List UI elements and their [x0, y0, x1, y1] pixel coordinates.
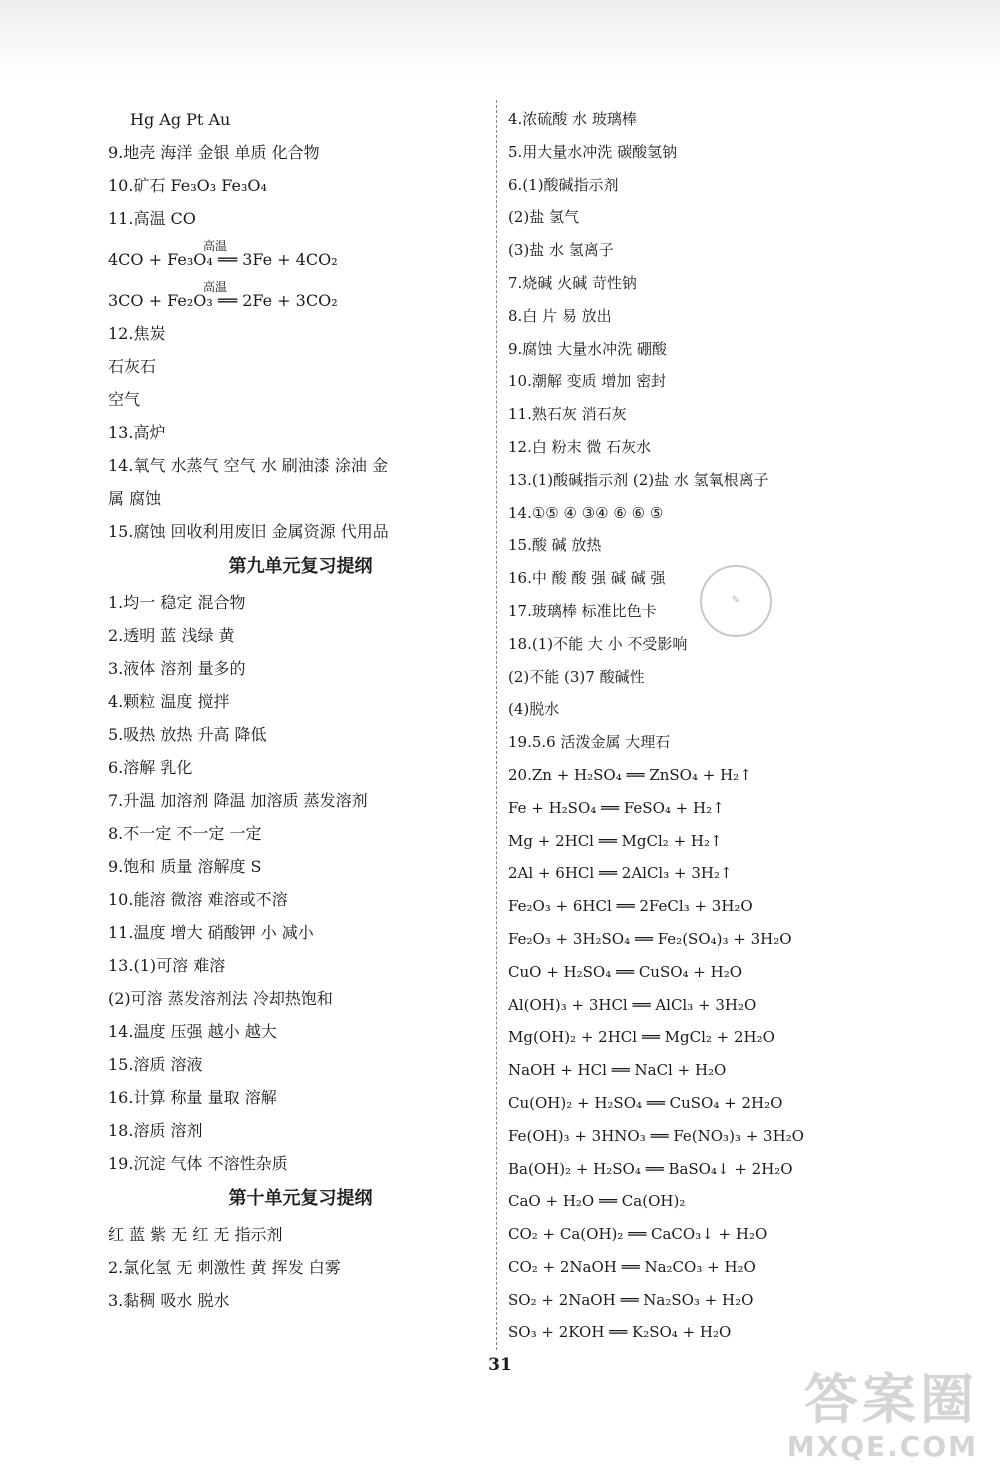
answer-line: 17.玻璃棒 标准比色卡	[508, 601, 657, 620]
answer-line: CuO + H₂SO₄ ══ CuSO₄ + H₂O	[508, 962, 743, 981]
answer-line: 8.白 片 易 放出	[508, 306, 612, 325]
answer-line: (2)不能 (3)7 酸碱性	[508, 667, 645, 686]
answer-line: 12.白 粉末 微 石灰水	[508, 437, 652, 456]
answer-line: Al(OH)₃ + 3HCl ══ AlCl₃ + 3H₂O	[508, 995, 757, 1014]
equation: 3CO + Fe₂O₃ ══ 2Fe + 3CO₂	[108, 291, 338, 310]
answer-line: CO₂ + Ca(OH)₂ ══ CaCO₃↓ + H₂O	[508, 1225, 768, 1244]
answer-line: 4.颗粒 温度 搅拌	[108, 692, 230, 711]
answer-line: CO₂ + 2NaOH ══ Na₂CO₃ + H₂O	[508, 1257, 756, 1276]
answer-line: Fe₂O₃ + 6HCl ══ 2FeCl₃ + 3H₂O	[508, 897, 753, 916]
answer-line: SO₂ + 2NaOH ══ Na₂SO₃ + H₂O	[508, 1290, 754, 1309]
answer-line: Hg Ag Pt Au	[130, 110, 231, 129]
answer-line: 18.溶质 溶剂	[108, 1121, 203, 1140]
answer-line: 11.熟石灰 消石灰	[508, 405, 627, 424]
equation-condition: 高温	[203, 280, 228, 294]
answer-line: (3)盐 水 氢离子	[508, 241, 614, 260]
answer-line: 13.高炉	[108, 423, 166, 442]
answer-line: 石灰石	[108, 357, 157, 376]
column-divider	[496, 100, 497, 1350]
answer-line: 4.浓硫酸 水 玻璃棒	[508, 110, 637, 128]
answer-line: 10.能溶 微溶 难溶或不溶	[108, 890, 288, 909]
answer-line: 2.透明 蓝 浅绿 黄	[108, 626, 235, 645]
answer-line: (4)脱水	[508, 700, 560, 719]
answer-line: 6.溶解 乳化	[108, 758, 193, 777]
answer-line: 11.高温 CO	[108, 209, 196, 228]
page-number: 31	[488, 1355, 512, 1375]
scan-top-band	[0, 0, 1000, 78]
answer-line: SO₃ + 2KOH ══ K₂SO₄ + H₂O	[508, 1323, 732, 1342]
answer-line: 2.氯化氢 无 刺激性 黄 挥发 白雾	[108, 1258, 341, 1277]
answer-line: 3.黏稠 吸水 脱水	[108, 1291, 230, 1310]
answer-line: 14.氧气 水蒸气 空气 水 刷油漆 涂油 金	[108, 456, 388, 475]
answer-line: 15.腐蚀 回收利用废旧 金属资源 代用品	[108, 522, 389, 541]
answer-line: 5.用大量水冲洗 碳酸氢钠	[508, 142, 678, 161]
answer-line: 20.Zn + H₂SO₄ ══ ZnSO₄ + H₂↑	[508, 765, 752, 784]
answer-line: 10.矿石 Fe₃O₃ Fe₃O₄	[108, 176, 267, 195]
answer-line: Fe + H₂SO₄ ══ FeSO₄ + H₂↑	[508, 798, 725, 817]
answer-line: 19.沉淀 气体 不溶性杂质	[108, 1154, 288, 1173]
answer-line: 3.液体 溶剂 量多的	[108, 659, 246, 678]
section-title-unit-10: 第十单元复习提纲	[228, 1188, 373, 1209]
answer-line: 9.地壳 海洋 金银 单质 化合物	[108, 143, 320, 162]
answer-line: 7.升温 加溶剂 降温 加溶质 蒸发溶剂	[108, 791, 368, 810]
equation-line	[108, 235, 493, 276]
answer-line: 14.①⑤ ④ ③④ ⑥ ⑥ ⑤	[508, 503, 664, 522]
answer-line: 7.烧碱 火碱 苛性钠	[508, 273, 637, 292]
answer-line: 14.温度 压强 越小 越大	[108, 1022, 277, 1041]
answer-line: 18.(1)不能 大 小 不受影响	[508, 634, 688, 653]
answer-line: 19.5.6 活泼金属 大理石	[508, 733, 671, 752]
watermark-logo: 答案圈	[804, 1368, 978, 1431]
answer-line: 9.腐蚀 大量水冲洗 硼酸	[508, 339, 667, 358]
answer-line: 1.均一 稳定 混合物	[108, 593, 246, 612]
answer-line: 空气	[108, 390, 141, 409]
answer-line: 10.潮解 变质 增加 密封	[508, 372, 667, 391]
right-column	[508, 103, 878, 1349]
answer-line: CaO + H₂O ══ Ca(OH)₂	[508, 1192, 686, 1211]
answer-line: Cu(OH)₂ + H₂SO₄ ══ CuSO₄ + 2H₂O	[508, 1093, 783, 1112]
answer-line: 2Al + 6HCl ══ 2AlCl₃ + 3H₂↑	[508, 864, 733, 883]
stamp-mark: ✎	[700, 565, 772, 637]
answer-line: 9.饱和 质量 溶解度 S	[108, 857, 262, 876]
answer-line: 13.(1)可溶 难溶	[108, 956, 226, 975]
equation: 4CO + Fe₃O₄ ══ 3Fe + 4CO₂	[108, 250, 338, 269]
equation-line	[108, 276, 493, 317]
answer-line: Fe(OH)₃ + 3HNO₃ ══ Fe(NO₃)₃ + 3H₂O	[508, 1126, 804, 1145]
answer-line: Mg + 2HCl ══ MgCl₂ + H₂↑	[508, 831, 723, 850]
answer-line: 15.溶质 溶液	[108, 1055, 203, 1074]
section-title-unit-9: 第九单元复习提纲	[228, 556, 373, 577]
answer-line: 15.酸 碱 放热	[508, 536, 602, 555]
answer-line: 16.中 酸 酸 强 碱 碱 强	[508, 569, 666, 588]
answer-line: 12.焦炭	[108, 324, 166, 343]
answer-line: 5.吸热 放热 升高 降低	[108, 725, 267, 744]
answer-line: Mg(OH)₂ + 2HCl ══ MgCl₂ + 2H₂O	[508, 1028, 775, 1047]
answer-line: Fe₂O₃ + 3H₂SO₄ ══ Fe₂(SO₄)₃ + 3H₂O	[508, 929, 792, 948]
answer-line: 16.计算 称量 量取 溶解	[108, 1088, 277, 1107]
answer-line: 6.(1)酸碱指示剂	[508, 175, 619, 194]
watermark	[787, 1370, 978, 1463]
answer-line: (2)可溶 蒸发溶剂法 冷却热饱和	[108, 989, 333, 1008]
answer-line: Ba(OH)₂ + H₂SO₄ ══ BaSO₄↓ + 2H₂O	[508, 1159, 793, 1178]
answer-line: NaOH + HCl ══ NaCl + H₂O	[508, 1061, 727, 1080]
answer-line: 红 蓝 紫 无 红 无 指示剂	[108, 1225, 283, 1244]
answer-line: 8.不一定 不一定 一定	[108, 824, 262, 843]
answer-line: 属 腐蚀	[108, 489, 162, 508]
answer-line: (2)盐 氢气	[508, 208, 580, 227]
answer-line: 11.温度 增大 硝酸钾 小 减小	[108, 923, 314, 942]
watermark-url: MXQE.COM	[786, 1430, 978, 1463]
equation-condition: 高温	[203, 239, 228, 253]
left-column	[108, 103, 493, 1317]
answer-line: 13.(1)酸碱指示剂 (2)盐 水 氢氧根离子	[508, 470, 769, 489]
right-answer-list	[508, 103, 878, 1349]
